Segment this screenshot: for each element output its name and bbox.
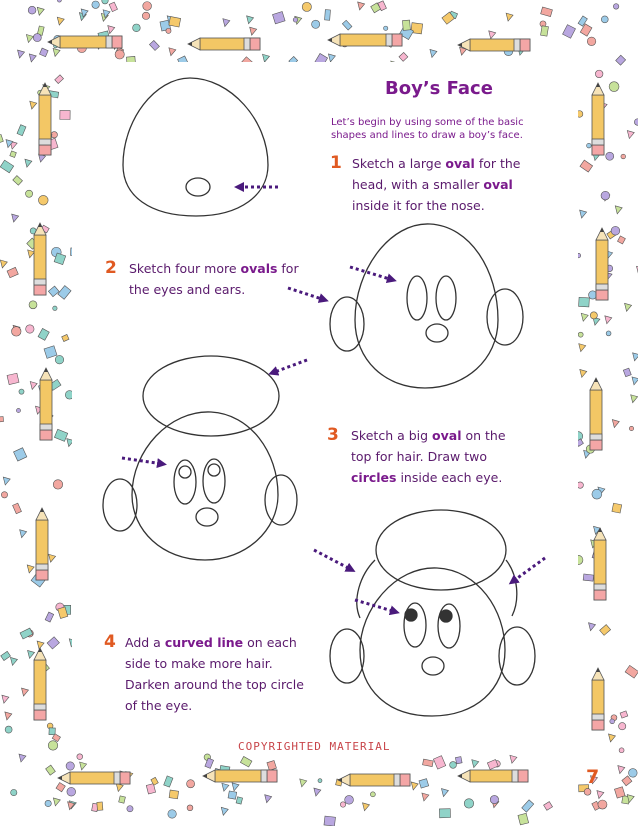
step-number: 2 xyxy=(105,258,117,278)
page-number: 7 xyxy=(586,766,600,788)
intro-text: Let’s begin by using some of the basic shapes and lines to draw a boy’s face. xyxy=(331,117,524,141)
step-text xyxy=(125,632,314,716)
step-text-fragment: on each side to make more hair. Darken around the top circle of the eye. xyxy=(125,635,304,713)
arrow-icon xyxy=(314,550,352,570)
arrow-icon xyxy=(512,558,545,582)
step-text xyxy=(351,425,527,488)
arrow-icon xyxy=(272,360,307,373)
step1-head-sketch xyxy=(123,78,268,216)
step-number: 1 xyxy=(330,153,342,173)
step-2 xyxy=(105,258,305,300)
step3-face-sketch xyxy=(103,356,297,560)
step-text-fragment: inside it for the nose. xyxy=(352,198,485,213)
step-text-fragment: for the head, with a smaller xyxy=(352,156,521,192)
step-text-fragment: for the eyes and ears. xyxy=(129,261,299,297)
step-text-fragment: Sketch a big xyxy=(351,428,433,443)
step-keyword: oval xyxy=(483,177,513,192)
step-number: 4 xyxy=(104,632,116,652)
step-1 xyxy=(330,153,530,216)
step-text-fragment: Add a xyxy=(125,635,165,650)
step-text xyxy=(352,153,530,216)
step-keyword: oval xyxy=(445,156,475,171)
copyright-notice: COPYRIGHTED MATERIAL xyxy=(238,740,391,753)
step-text-fragment: inside each eye. xyxy=(396,470,503,485)
page-title: Boy’s Face xyxy=(385,78,493,99)
step2-face-sketch xyxy=(330,224,523,388)
step-keyword: circles xyxy=(351,470,397,485)
step-text-fragment: Sketch a large xyxy=(352,156,446,171)
step-text-fragment: Sketch four more xyxy=(129,261,241,276)
step-keyword: ovals xyxy=(240,261,278,276)
step-4 xyxy=(104,632,314,716)
step-text-fragment: on the top for hair. Draw two xyxy=(351,428,506,464)
step-number: 3 xyxy=(327,425,339,445)
step4-face-sketch xyxy=(330,510,535,716)
arrow-icon xyxy=(122,458,163,464)
step-keyword: oval xyxy=(432,428,462,443)
step-3 xyxy=(327,425,527,488)
step-keyword: curved line xyxy=(164,635,244,650)
step-text xyxy=(129,258,305,300)
arrow-icon xyxy=(350,267,393,280)
